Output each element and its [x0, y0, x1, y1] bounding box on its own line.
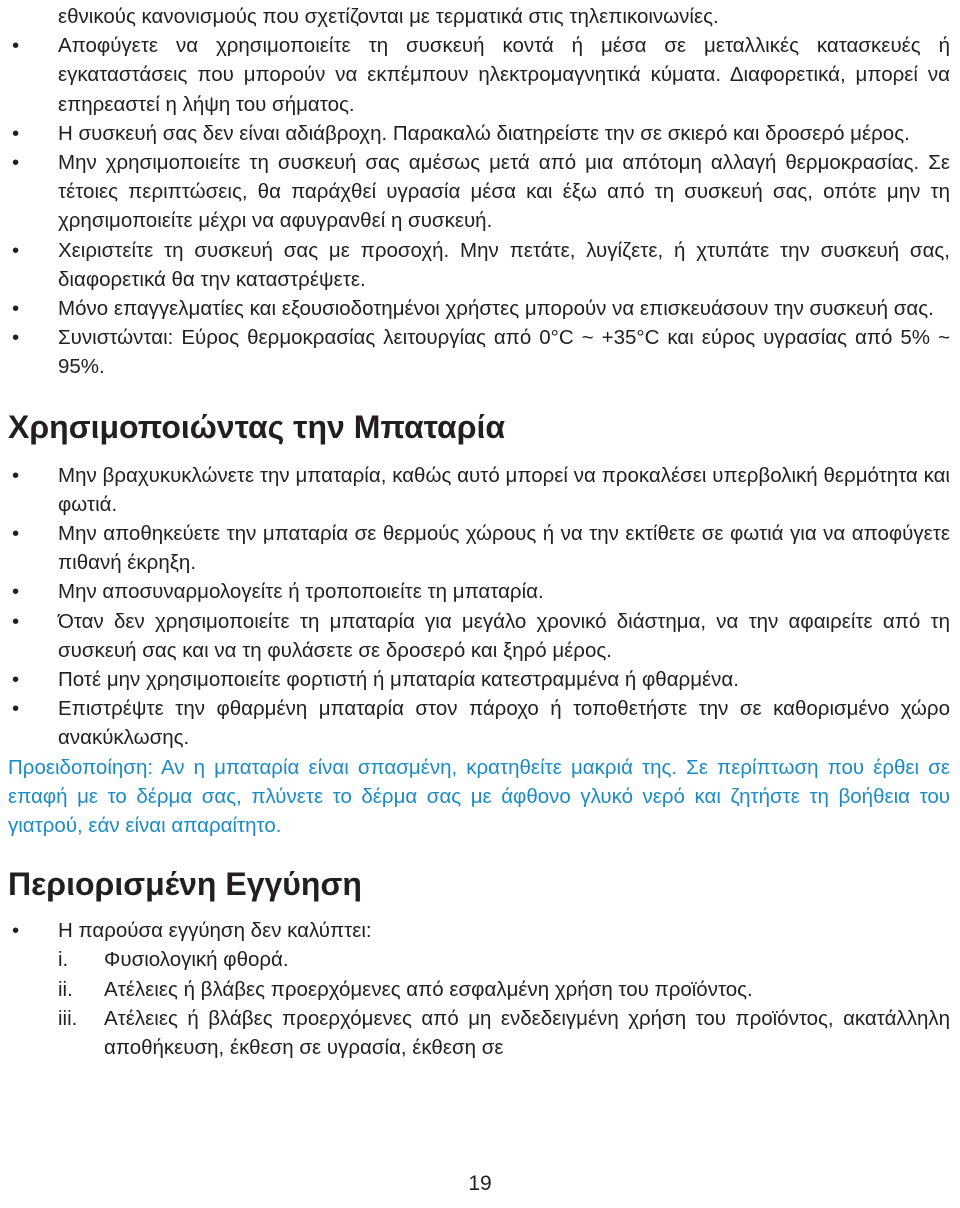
- list-item: [8, 945, 950, 974]
- warranty-intro: Η παρούσα εγγύηση δεν καλύπτει:: [58, 919, 372, 943]
- list-item-text: Αποφύγετε να χρησιμοποιείτε τη συσκευή κοντά ή μέσα σε μεταλλικές κατασκευές ή εγκαταστάσεις που μπορούν να εκπέμπουν ηλεκτρομαγνητικά κύματα. Διαφορετικά, μπορεί να επηρεαστεί η λήψη του σήματος.: [58, 34, 950, 116]
- list-item-text: Επιστρέψτε την φθαρμένη μπαταρία στον πάροχο ή τοποθετήστε την σε καθορισμένο χώρο ανακύκλωσης.: [58, 697, 950, 750]
- bullet-icon: •: [12, 463, 20, 487]
- item-number: ii.: [58, 977, 73, 1001]
- list-item: [8, 461, 950, 519]
- list-item-text: Μην αποσυναρμολογείτε ή τροποποιείτε τη μπαταρία.: [58, 580, 544, 604]
- list-item: [8, 975, 950, 1004]
- bullet-icon: •: [12, 297, 20, 321]
- list-item: [8, 916, 950, 945]
- list-item: [8, 148, 950, 236]
- bullet-icon: •: [12, 151, 20, 175]
- bullet-icon: •: [12, 326, 20, 350]
- battery-list: [8, 461, 950, 753]
- bullet-icon: •: [12, 609, 20, 633]
- list-item-text: Μην βραχυκυκλώνετε την μπαταρία, καθώς αυτό μπορεί να προκαλέσει υπερβολική θερμότητα και φωτιά.: [58, 463, 950, 516]
- bullet-icon: •: [12, 238, 20, 262]
- bullet-icon: •: [12, 697, 20, 721]
- list-item: [8, 665, 950, 694]
- list-item: [8, 323, 950, 381]
- list-item-text: Ποτέ μην χρησιμοποιείτε φορτιστή ή μπαταρία κατεστραμμένα ή φθαρμένα.: [58, 668, 739, 692]
- battery-section-heading: Χρησιμοποιώντας την Μπαταρία: [8, 408, 506, 445]
- list-item-text: Μόνο επαγγελματίες και εξουσιοδοτημένοι χρήστες μπορούν να επισκευάσουν την συσκευή σας.: [58, 297, 934, 321]
- list-item: [8, 294, 950, 323]
- bullet-icon: •: [12, 522, 20, 546]
- list-item: [8, 607, 950, 665]
- precautions-list: [8, 31, 950, 381]
- list-item-text: Μην αποθηκεύετε την μπαταρία σε θερμούς χώρους ή να την εκτίθετε σε φωτιά για να αποφύγετε πιθανή έκρηξη.: [58, 522, 950, 575]
- list-item: [8, 519, 950, 577]
- list-item: [8, 236, 950, 294]
- intro-continuation: εθνικούς κανονισμούς που σχετίζονται με τερματικά στις τηλεπικοινωνίες.: [58, 5, 719, 28]
- item-number: iii.: [58, 1006, 78, 1030]
- warranty-list: [8, 916, 950, 945]
- list-item: [8, 694, 950, 752]
- list-item: [8, 577, 950, 606]
- list-item-text: Όταν δεν χρησιμοποιείτε τη μπαταρία για μεγάλο χρονικό διάστημα, να την αφαιρείτε από τη συσκευή σας και να τη φυλάσετε σε δροσερό και ξηρό μέρος.: [58, 609, 950, 662]
- bullet-icon: •: [12, 919, 20, 943]
- bullet-icon: •: [12, 34, 20, 58]
- list-item-text: Συνιστώνται: Εύρος θερμοκρασίας λειτουργίας από 0°C ~ +35°C και εύρος υγρασίας από 5% ~ 95%.: [58, 326, 950, 379]
- list-item-text: Φυσιολογική φθορά.: [104, 948, 289, 972]
- warranty-section-heading: Περιορισμένη Εγγύηση: [8, 866, 362, 903]
- list-item-text: Μην χρησιμοποιείτε τη συσκευή σας αμέσως μετά από μια απότομη αλλαγή θερμοκρασίας. Σε τέτοιες περιπτώσεις, θα παράχθεί υγρασία μέσα και έξω από τη συσκευή σας, οπότε μην τη χρησιμοποιείτε μέχρι να αφυγρανθεί η συσκευή.: [58, 151, 950, 233]
- battery-warning: Προειδοποίηση: Αν η μπαταρία είναι σπασμένη, κρατηθείτε μακριά της. Σε περίπτωση που έρθει σε επαφή με το δέρμα σας, πλύνετε το δέρμα σας με άφθονο γλυκό νερό και ζητήστε τη βοήθεια του γιατρού, εάν είναι απαραίτητο.: [8, 755, 950, 838]
- list-item-text: Ατέλειες ή βλάβες προερχόμενες από εσφαλμένη χρήση του προϊόντος.: [104, 977, 753, 1001]
- list-item: [8, 119, 950, 148]
- warranty-exclusions: [8, 945, 950, 1062]
- list-item-text: Χειριστείτε τη συσκευή σας με προσοχή. Μην πετάτε, λυγίζετε, ή χτυπάτε την συσκευή σας, διαφορετικά θα την καταστρέψετε.: [58, 238, 950, 291]
- list-item-text: Η συσκευή σας δεν είναι αδιάβροχη. Παρακαλώ διατηρείστε την σε σκιερό και δροσερό μέρος.: [58, 121, 910, 145]
- bullet-icon: •: [12, 668, 20, 692]
- bullet-icon: •: [12, 121, 20, 145]
- list-item: [8, 31, 950, 119]
- list-item-text: Ατέλειες ή βλάβες προερχόμενες από μη ενδεδειγμένη χρήση του προϊόντος, ακατάλληλη αποθήκευση, έκθεση σε υγρασία, έκθεση σε: [104, 1006, 950, 1060]
- page-number: 19: [468, 1172, 492, 1195]
- list-item: [8, 1004, 950, 1062]
- bullet-icon: •: [12, 580, 20, 604]
- item-number: i.: [58, 948, 69, 972]
